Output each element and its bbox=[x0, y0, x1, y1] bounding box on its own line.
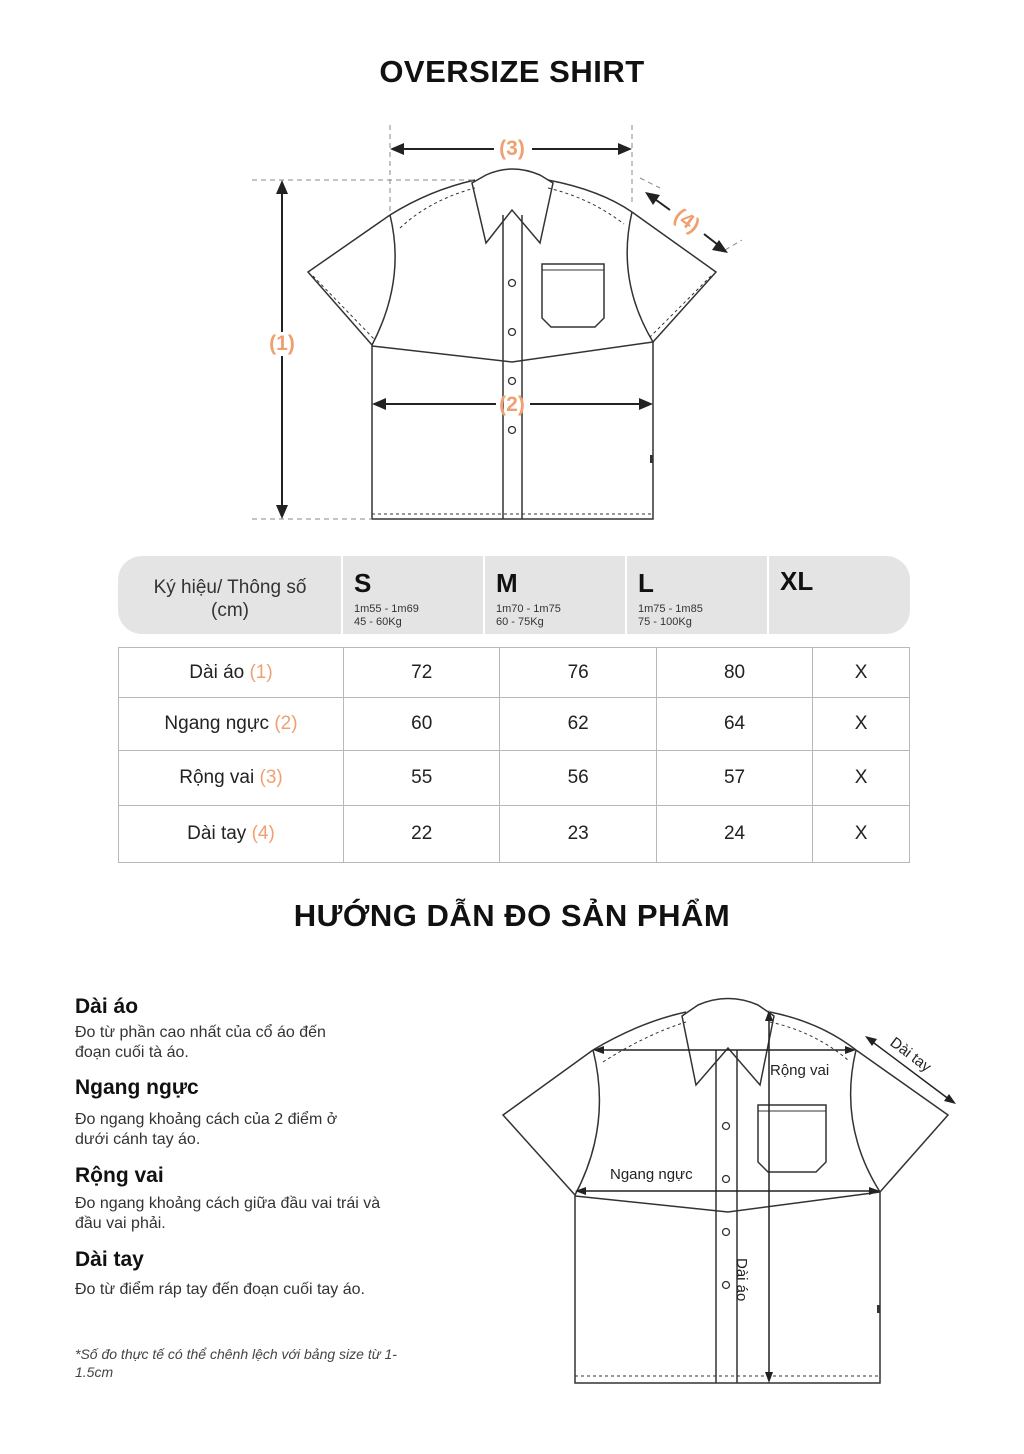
size-height: 1m75 - 1m85 bbox=[638, 603, 703, 615]
size-weight: 45 - 60Kg bbox=[354, 616, 402, 628]
table-cell: 76 bbox=[500, 648, 656, 698]
row-label: Rộng vai (3) bbox=[119, 751, 344, 806]
table-cell: 23 bbox=[500, 806, 656, 863]
label-sleeve: Dài tay bbox=[886, 1034, 935, 1076]
guide-desc: Đo từ điểm ráp tay đến đoạn cuối tay áo. bbox=[75, 1281, 365, 1298]
header-label: Ký hiệu/ Thông số bbox=[153, 577, 307, 598]
guide-desc: Đo ngang khoảng cách giữa đầu vai trái và đầu vai phải. bbox=[75, 1195, 381, 1232]
row-label: Dài áo (1) bbox=[119, 648, 344, 698]
label-shoulder: Rộng vai bbox=[770, 1062, 830, 1079]
size-name: S bbox=[354, 568, 372, 598]
size-name: L bbox=[638, 568, 654, 598]
table-cell: 56 bbox=[500, 751, 656, 806]
page-title: OVERSIZE SHIRT bbox=[379, 54, 645, 89]
table-cell: 57 bbox=[656, 751, 812, 806]
disclaimer-note: *Số đo thực tế có thể chênh lệch với bảng size từ 1-1.5cm bbox=[75, 1346, 397, 1380]
table-cell: X bbox=[813, 806, 910, 863]
size-height: 1m55 - 1m69 bbox=[354, 603, 419, 615]
header-unit: (cm) bbox=[211, 600, 249, 621]
size-weight: 60 - 75Kg bbox=[496, 616, 544, 628]
guide-heading: Dài áo bbox=[75, 995, 139, 1018]
guide-heading: Dài tay bbox=[75, 1248, 144, 1271]
guide-desc: Đo từ phần cao nhất của cổ áo đến đoạn cuối tà áo. bbox=[75, 1024, 326, 1061]
row-label: Ngang ngực (2) bbox=[119, 698, 344, 751]
guide-title: HƯỚNG DẪN ĐO SẢN PHẨM bbox=[293, 898, 731, 933]
row-label: Dài tay (4) bbox=[119, 806, 344, 863]
label-length: Dài áo bbox=[733, 1258, 750, 1302]
guide-heading: Rộng vai bbox=[75, 1164, 164, 1187]
table-cell: 62 bbox=[500, 698, 656, 751]
guide-heading: Ngang ngực bbox=[75, 1076, 199, 1099]
table-cell: 55 bbox=[344, 751, 500, 806]
size-height: 1m70 - 1m75 bbox=[496, 603, 561, 615]
table-cell: X bbox=[813, 698, 910, 751]
table-cell: 22 bbox=[344, 806, 500, 863]
table-cell: 24 bbox=[656, 806, 812, 863]
size-name: XL bbox=[780, 566, 814, 596]
table-cell: 72 bbox=[344, 648, 500, 698]
table-cell: 80 bbox=[656, 648, 812, 698]
guide-desc: Đo ngang khoảng cách của 2 điểm ở dưới cánh tay áo. bbox=[75, 1111, 338, 1148]
label-chest: Ngang ngực bbox=[610, 1166, 693, 1183]
size-weight: 75 - 100Kg bbox=[638, 616, 692, 628]
table-cell: X bbox=[813, 751, 910, 806]
marker-4: (4) bbox=[669, 203, 704, 238]
marker-1: (1) bbox=[269, 332, 295, 355]
marker-3: (3) bbox=[499, 137, 525, 160]
size-name: M bbox=[496, 568, 518, 598]
table-cell: 60 bbox=[344, 698, 500, 751]
table-cell: X bbox=[813, 648, 910, 698]
marker-2: (2) bbox=[499, 393, 525, 416]
table-cell: 64 bbox=[656, 698, 812, 751]
